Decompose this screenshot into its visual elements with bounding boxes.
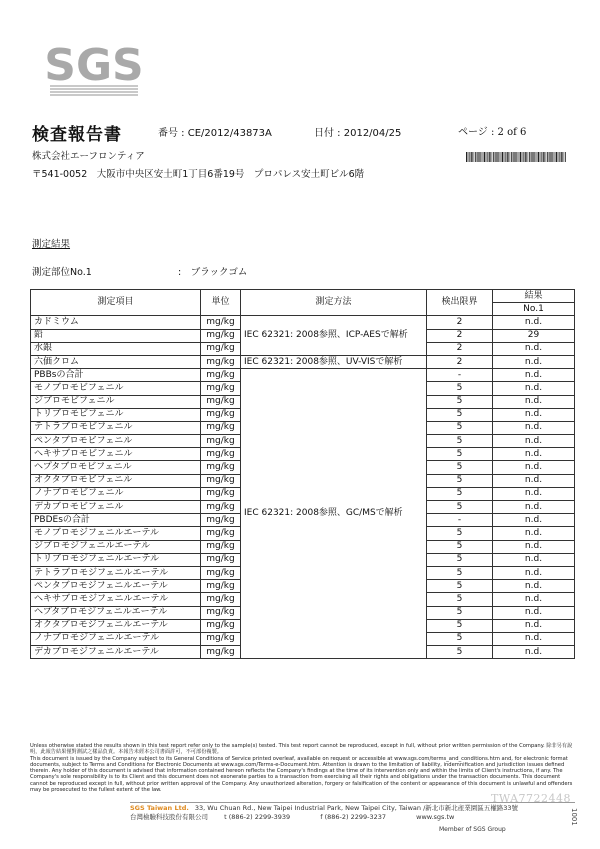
document-serial: TWA7722448 (491, 792, 572, 805)
client-address: 〒541-0052 大阪市中央区安土町1丁目6番19号 プロパレス安土町ビル6階 (32, 169, 365, 180)
cell-item: PBDEsの合計 (31, 514, 201, 527)
part-value: : ブラックゴム (178, 267, 248, 278)
cell-item: ジブロモビフェニル (31, 395, 201, 408)
cell-unit: mg/kg (201, 501, 241, 514)
cell-unit: mg/kg (201, 619, 241, 632)
footer-divider (130, 802, 575, 803)
cell-unit: mg/kg (201, 514, 241, 527)
cell-limit: 5 (427, 421, 493, 434)
cell-result: n.d. (493, 527, 575, 540)
report-title: 検査報告書 (32, 125, 122, 145)
cell-unit: mg/kg (201, 421, 241, 434)
cell-method: IEC 62321: 2008参照、UV-VISで解析 (241, 355, 427, 368)
cell-limit: 5 (427, 395, 493, 408)
cell-limit: 2 (427, 355, 493, 368)
cell-item: ノナブロモビフェニル (31, 487, 201, 500)
header-limit: 検出限界 (427, 290, 493, 316)
cell-result: n.d. (493, 382, 575, 395)
cell-result: n.d. (493, 448, 575, 461)
cell-unit: mg/kg (201, 435, 241, 448)
cell-limit: - (427, 514, 493, 527)
barcode (466, 152, 566, 162)
cell-unit: mg/kg (201, 342, 241, 355)
header-result: 結果 (493, 290, 575, 303)
cell-result: n.d. (493, 316, 575, 329)
cell-result: n.d. (493, 461, 575, 474)
cell-unit: mg/kg (201, 487, 241, 500)
cell-result: n.d. (493, 421, 575, 434)
cell-limit: 5 (427, 593, 493, 606)
cell-result: n.d. (493, 355, 575, 368)
cell-result: n.d. (493, 646, 575, 659)
cell-limit: 5 (427, 382, 493, 395)
cell-unit: mg/kg (201, 355, 241, 368)
cell-limit: 5 (427, 474, 493, 487)
cell-item: ペンタブロモビフェニル (31, 435, 201, 448)
footer-disclaimer (30, 743, 575, 793)
cell-result: n.d. (493, 632, 575, 645)
office-info (130, 804, 518, 822)
results-table (30, 289, 575, 659)
disclaimer-1: Unless otherwise stated the results shown in this test report refer only to the sample(s) tested. This test report cannot be reproduced, except in full, without prior written permission of the Company. 除非另有說明，此報告結果僅對測試之樣品負責。本報告未經本公司書面許可，不可部份複製。 (30, 743, 573, 756)
cell-unit: mg/kg (201, 527, 241, 540)
cell-item: モノブロモビフェニル (31, 382, 201, 395)
cell-unit: mg/kg (201, 395, 241, 408)
cell-item: トリブロモジフェニルエーテル (31, 553, 201, 566)
office-phone: t (886-2) 2299-3939 (224, 813, 291, 821)
cell-item: ヘプタブロモジフェニルエーテル (31, 606, 201, 619)
cell-result: n.d. (493, 487, 575, 500)
cell-result: n.d. (493, 593, 575, 606)
cell-unit: mg/kg (201, 408, 241, 421)
cell-item: カドミウム (31, 316, 201, 329)
cell-result: n.d. (493, 580, 575, 593)
cell-item: テトラブロモジフェニルエーテル (31, 566, 201, 579)
cell-limit: - (427, 369, 493, 382)
cell-limit: 5 (427, 632, 493, 645)
cell-item: 鉛 (31, 329, 201, 342)
side-number: 1001 (570, 808, 578, 826)
header-result-sub: No.1 (493, 303, 575, 316)
cell-result: n.d. (493, 566, 575, 579)
cell-limit: 5 (427, 501, 493, 514)
cell-unit: mg/kg (201, 566, 241, 579)
cell-limit: 5 (427, 566, 493, 579)
cell-limit: 5 (427, 619, 493, 632)
office-fax: f (886-2) 2299-3237 (320, 813, 387, 821)
cell-item: 六価クロム (31, 355, 201, 368)
cell-unit: mg/kg (201, 632, 241, 645)
cell-item: ノナブロモジフェニルエーテル (31, 632, 201, 645)
cell-item: ヘプタブロモビフェニル (31, 461, 201, 474)
office-name-zh: 台灣檢驗科技股份有限公司 (130, 813, 208, 821)
cell-result: n.d. (493, 342, 575, 355)
disclaimer-2: This document is issued by the Company subject to its General Conditions of Service printed overleaf, available on request or accessible at www.sgs.com/terms_and_conditions.htm and, for electronic format documents, subject to Terms and Conditions for Electronic Documents at www.sgs.com/Terms-e-Document.htm. Attention is drawn to the limitation of liability, indemnification and jurisdiction issues defined therein. Any holder of this document is advised that information contained hereon reflects the Company's findings at the time of its intervention only and within the limits of Client's instructions, if any. The Company's sole responsibility is to its Client and this document does not exonerate parties to a transaction from exercising all their rights and obligations under the transaction documents. This document cannot be reproduced except in full, without prior written approval of the Company. Any unauthorized alteration, forgery or falsification of the content or appearance of this document is unlawful and offenders may be prosecuted to the fullest extent of the law. (30, 755, 573, 794)
cell-item: デカブロモジフェニルエーテル (31, 646, 201, 659)
header-method: 測定方法 (241, 290, 427, 316)
cell-unit: mg/kg (201, 316, 241, 329)
cell-item: ヘキサブロモジフェニルエーテル (31, 593, 201, 606)
table-row (31, 355, 575, 368)
header-item: 測定項目 (31, 290, 201, 316)
cell-item: オクタブロモビフェニル (31, 474, 201, 487)
cell-unit: mg/kg (201, 448, 241, 461)
cell-unit: mg/kg (201, 553, 241, 566)
cell-unit: mg/kg (201, 540, 241, 553)
cell-limit: 5 (427, 435, 493, 448)
cell-limit: 2 (427, 316, 493, 329)
cell-limit: 2 (427, 329, 493, 342)
cell-item: オクタブロモジフェニルエーテル (31, 619, 201, 632)
cell-item: 水銀 (31, 342, 201, 355)
cell-method: IEC 62321: 2008参照、GC/MSで解析 (241, 369, 427, 659)
office-name: SGS Taiwan Ltd. (130, 804, 189, 812)
cell-item: PBBsの合計 (31, 369, 201, 382)
member-note: Member of SGS Group (439, 826, 506, 833)
cell-item: モノブロモジフェニルエーテル (31, 527, 201, 540)
cell-result: n.d. (493, 553, 575, 566)
cell-unit: mg/kg (201, 646, 241, 659)
cell-result: n.d. (493, 408, 575, 421)
page-indicator: ページ : 2 of 6 (458, 127, 527, 138)
cell-unit: mg/kg (201, 369, 241, 382)
sgs-logo (44, 34, 144, 96)
cell-result: n.d. (493, 514, 575, 527)
table-row (31, 369, 575, 382)
cell-result: n.d. (493, 395, 575, 408)
cell-result: n.d. (493, 369, 575, 382)
cell-limit: 5 (427, 540, 493, 553)
report-number: 番号 : CE/2012/43873A (158, 128, 272, 139)
cell-item: ヘキサブロモビフェニル (31, 448, 201, 461)
cell-limit: 5 (427, 606, 493, 619)
cell-limit: 5 (427, 448, 493, 461)
cell-unit: mg/kg (201, 593, 241, 606)
cell-limit: 5 (427, 527, 493, 540)
cell-limit: 5 (427, 553, 493, 566)
cell-limit: 5 (427, 487, 493, 500)
cell-limit: 5 (427, 461, 493, 474)
cell-result: n.d. (493, 501, 575, 514)
office-address: 33, Wu Chuan Rd., New Taipei Industrial Park, New Taipei City, Taiwan /新北市新北產業園區五權路33號 (194, 804, 519, 812)
cell-limit: 5 (427, 646, 493, 659)
cell-unit: mg/kg (201, 474, 241, 487)
cell-unit: mg/kg (201, 461, 241, 474)
svg-text:SGS: SGS (44, 40, 144, 91)
cell-item: トリブロモビフェニル (31, 408, 201, 421)
cell-item: ジブロモジフェニルエーテル (31, 540, 201, 553)
part-label: 測定部位No.1 (32, 267, 92, 278)
cell-method: IEC 62321: 2008参照、ICP-AESで解析 (241, 316, 427, 356)
cell-result: n.d. (493, 435, 575, 448)
cell-limit: 5 (427, 408, 493, 421)
cell-limit: 2 (427, 342, 493, 355)
header-unit: 単位 (201, 290, 241, 316)
cell-item: テトラブロモビフェニル (31, 421, 201, 434)
cell-unit: mg/kg (201, 606, 241, 619)
cell-item: ペンタブロモジフェニルエーテル (31, 580, 201, 593)
cell-unit: mg/kg (201, 382, 241, 395)
cell-limit: 5 (427, 580, 493, 593)
report-date: 日付 : 2012/04/25 (314, 128, 402, 139)
cell-result: n.d. (493, 474, 575, 487)
cell-result: n.d. (493, 619, 575, 632)
office-web[interactable]: www.sgs.tw (416, 813, 455, 821)
cell-item: デカブロモビフェニル (31, 501, 201, 514)
section-title: 測定結果 (32, 239, 71, 250)
table-row (31, 316, 575, 329)
client-company: 株式会社エーフロンティア (32, 151, 145, 162)
cell-unit: mg/kg (201, 580, 241, 593)
cell-result: 29 (493, 329, 575, 342)
cell-result: n.d. (493, 606, 575, 619)
cell-unit: mg/kg (201, 329, 241, 342)
cell-result: n.d. (493, 540, 575, 553)
